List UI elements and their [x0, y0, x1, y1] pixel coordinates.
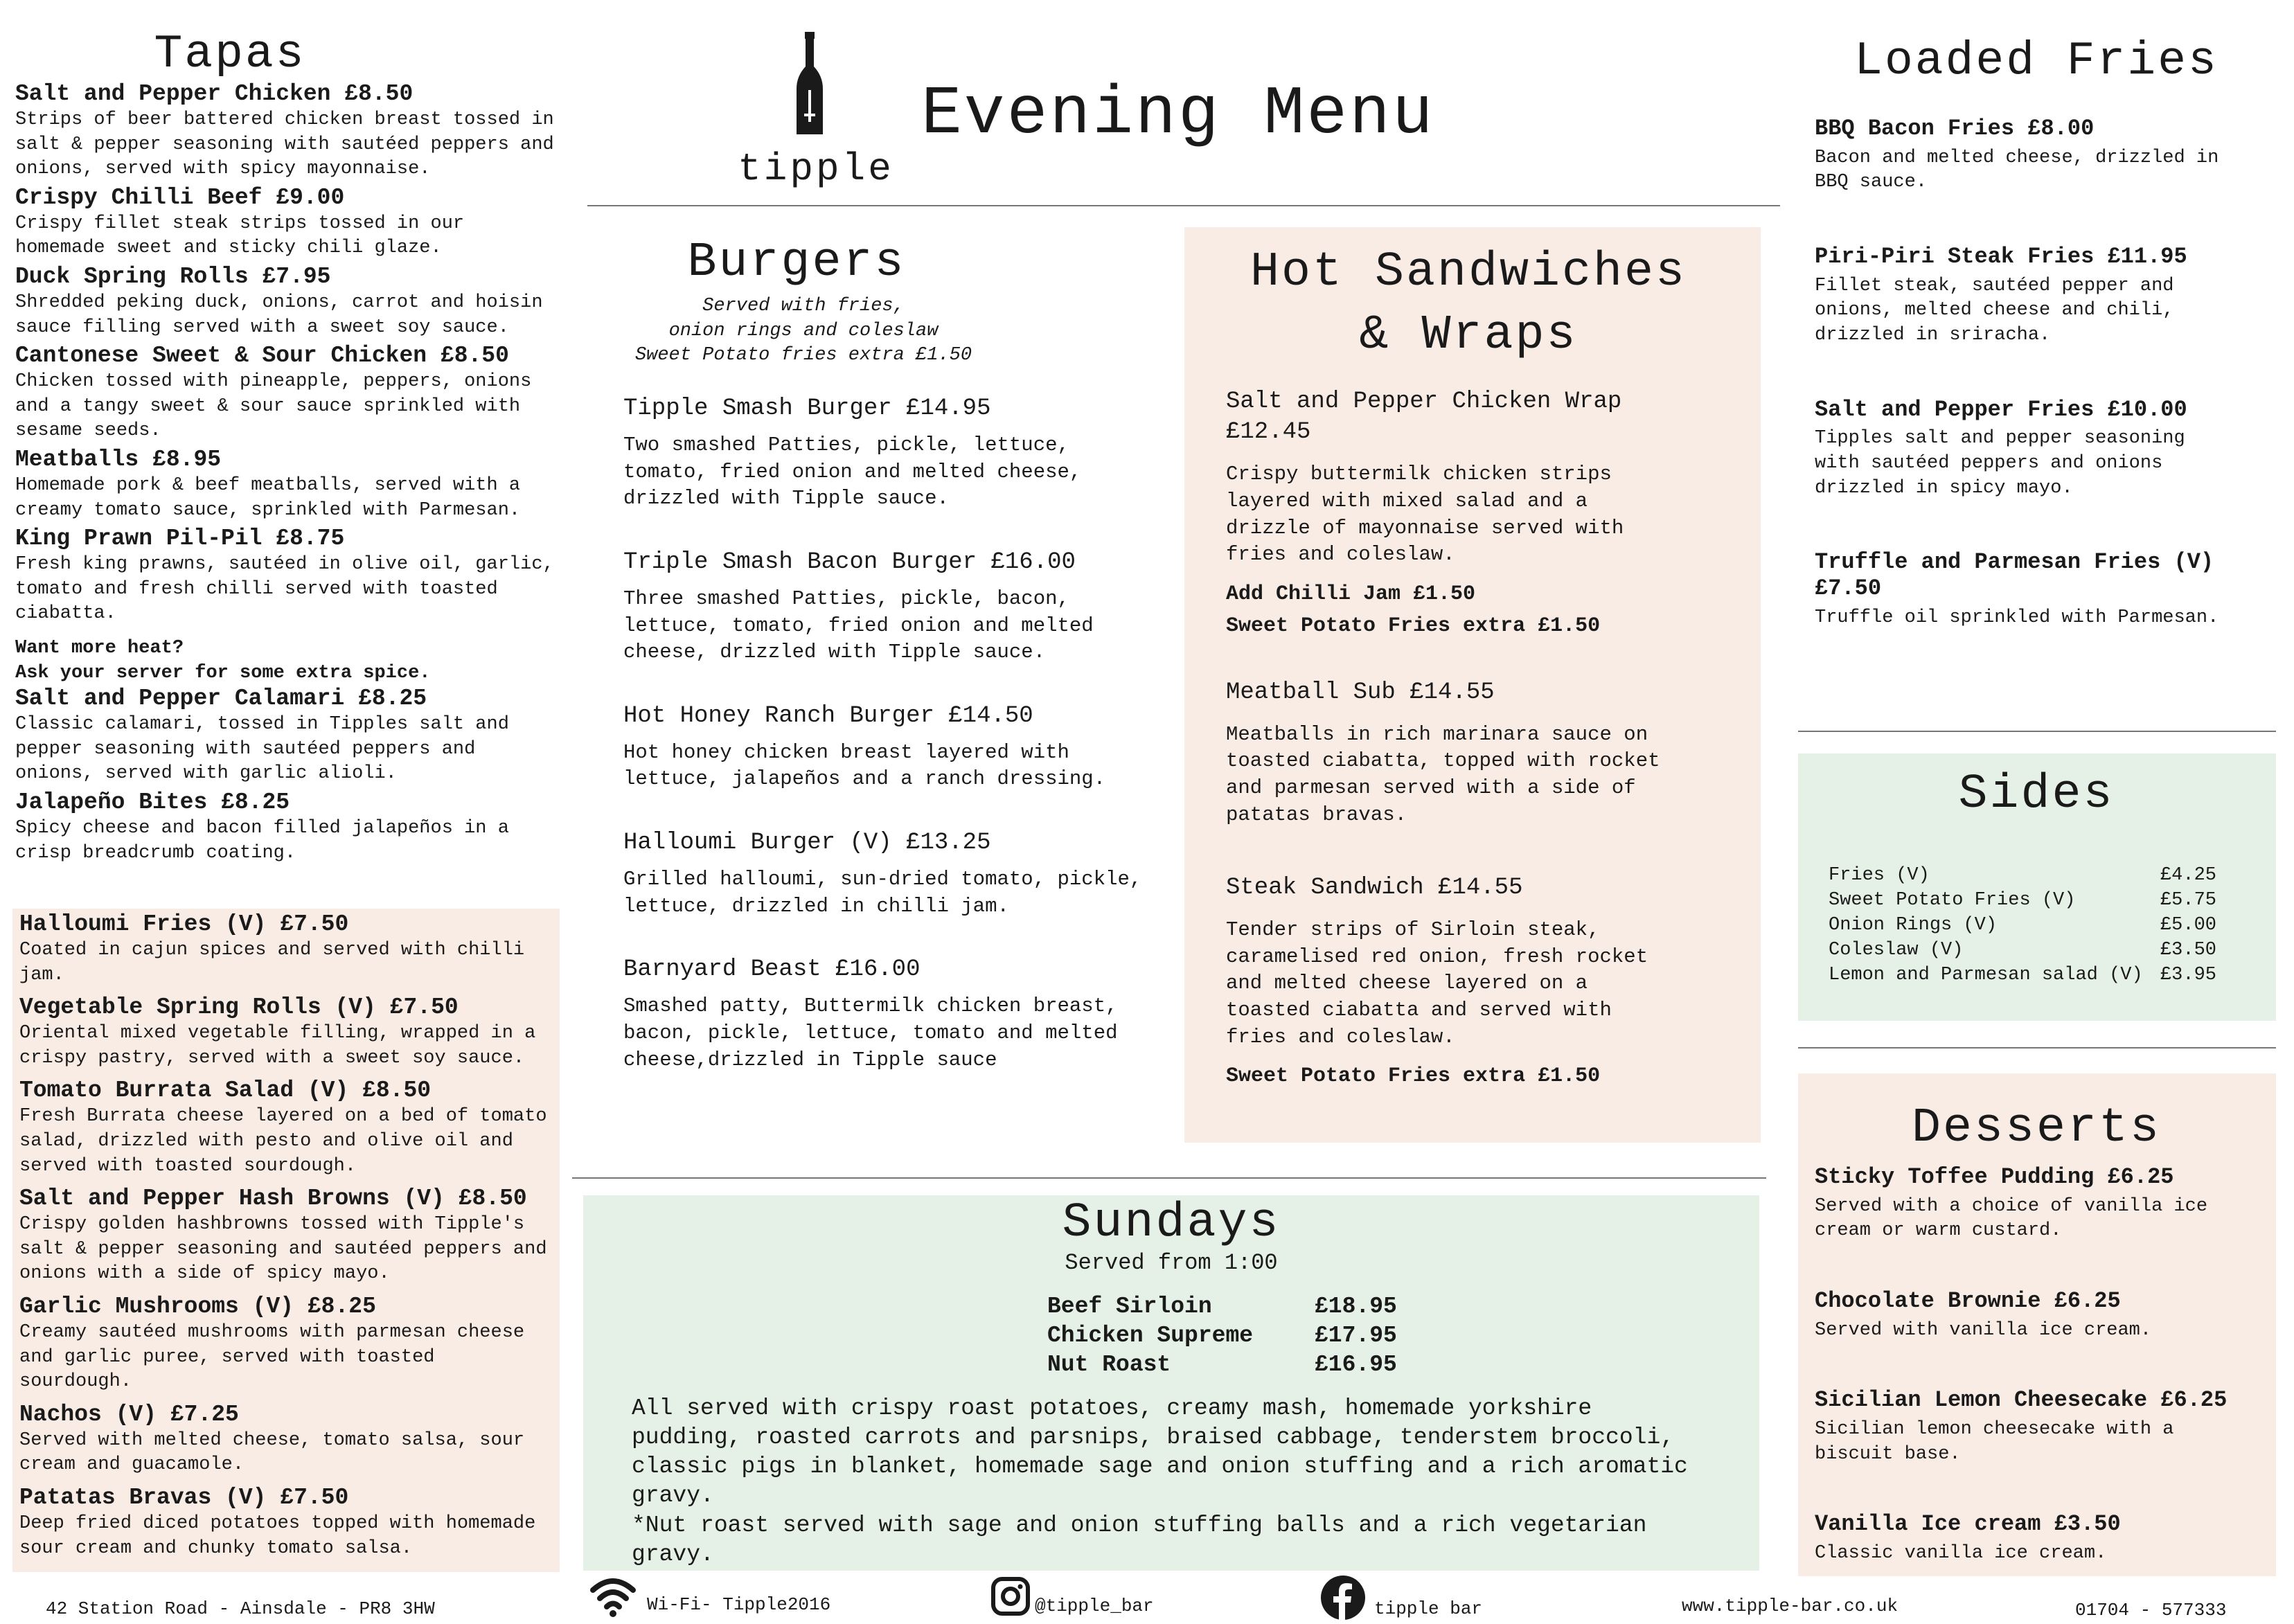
loaded-fries-section	[1815, 35, 2272, 630]
footer-website[interactable]: www.tipple-bar.co.uk	[1682, 1596, 1899, 1616]
side-row	[1829, 913, 2216, 938]
dessert-item-title: Chocolate Brownie £6.25	[1815, 1288, 2121, 1314]
tapas-list-2	[15, 686, 560, 866]
burgers-note-1: Served with fries,	[702, 296, 905, 316]
tapas-item-desc: Fresh king prawns, sautéed in olive oil, garlic, tomato and fresh chilli served with toasted ciabatta.	[15, 554, 554, 625]
footer-phone: 01704 - 577333	[2075, 1600, 2227, 1621]
burger-item-desc: Two smashed Patties, pickle, lettuce, tomato, fried onion and melted cheese, drizzled with Tipple sauce.	[623, 434, 1082, 510]
veg-tapas-item-desc: Served with melted cheese, tomato salsa, sour cream and guacamole.	[19, 1429, 525, 1476]
loaded-fries-item-desc: Truffle oil sprinkled with Parmesan.	[1815, 607, 2219, 628]
tapas-list	[15, 81, 560, 627]
sundays-note: *Nut roast served with sage and onion stuffing balls and a rich vegetarian gravy.	[632, 1512, 1647, 1567]
side-name: Onion Rings (V)	[1829, 914, 1998, 936]
burgers-note	[610, 294, 997, 368]
veg-tapas-item-desc: Coated in cajun spices and served with chilli jam.	[19, 939, 525, 985]
burger-item-desc: Hot honey chicken breast layered with lettuce, jalapeños and a ranch dressing.	[623, 740, 1106, 791]
dessert-item-title: Sicilian Lemon Cheesecake £6.25	[1815, 1387, 2228, 1413]
tapas-item-title: Salt and Pepper Calamari £8.25	[15, 686, 427, 712]
wrap-add-chilli-jam: Add Chilli Jam £1.50	[1226, 582, 1476, 606]
page-title: Evening Menu	[921, 76, 1435, 153]
sunday-roast-row	[1047, 1350, 1711, 1380]
veg-tapas-item	[19, 1186, 553, 1287]
facebook-icon	[1320, 1575, 1366, 1621]
veg-tapas-item-title: Halloumi Fries (V) £7.50	[19, 911, 349, 937]
veg-tapas-item-title: Nachos (V) £7.25	[19, 1401, 239, 1427]
sunday-roasts	[1047, 1292, 1711, 1380]
side-name: Lemon and Parmesan salad (V)	[1829, 964, 2143, 985]
sunday-roast-price: £17.95	[1315, 1323, 1397, 1349]
tapas-veg-panel	[12, 909, 560, 1572]
meatball-sub-title: Meatball Sub £14.55	[1226, 679, 1495, 706]
tapas-item-desc: Chicken tossed with pineapple, peppers, onions and a tangy sweet & sour sauce sprinkled with sesame seeds.	[15, 371, 532, 442]
loaded-fries-item-title: Salt and Pepper Fries £10.00	[1815, 396, 2187, 422]
sandwiches-panel	[1184, 227, 1761, 1143]
dessert-item	[1815, 1164, 2259, 1244]
loaded-fries-item-title: BBQ Bacon Fries £8.00	[1815, 116, 2095, 141]
dessert-item	[1815, 1387, 2259, 1467]
burger-item-title: Triple Smash Bacon Burger £16.00	[623, 548, 1076, 575]
veg-tapas-item	[19, 994, 553, 1071]
desserts-heading: Desserts	[1911, 1101, 2162, 1156]
loaded-fries-item-desc: Tipples salt and pepper seasoning with sautéed peppers and onions drizzled in spicy mayo.	[1815, 428, 2185, 499]
tapas-item-desc: Spicy cheese and bacon filled jalapeños in a crisp breadcrumb coating.	[15, 818, 509, 864]
tapas-item	[15, 81, 560, 182]
dessert-item-desc: Sicilian lemon cheesecake with a biscuit base.	[1815, 1419, 2174, 1465]
tapas-item-title: Jalapeño Bites £8.25	[15, 789, 290, 816]
burger-item-title: Tipple Smash Burger £14.95	[623, 395, 991, 422]
veg-tapas-item-desc: Deep fried diced potatoes topped with homemade sour cream and chunky tomato salsa.	[19, 1513, 536, 1559]
wifi-icon	[590, 1576, 636, 1618]
sides-list	[1829, 864, 2216, 988]
sundays-heading: Sundays	[1062, 1196, 1281, 1251]
side-row	[1829, 889, 2216, 913]
burger-item-title: Barnyard Beast £16.00	[623, 956, 921, 983]
side-row	[1829, 864, 2216, 889]
veg-tapas-item-title: Salt and Pepper Hash Browns (V) £8.50	[19, 1186, 527, 1212]
tapas-item-desc: Classic calamari, tossed in Tipples salt and pepper seasoning with sautéed peppers and onions, served with garlic alioli.	[15, 714, 509, 785]
dessert-list	[1815, 1164, 2259, 1567]
burgers-note-2: onion rings and coleslaw	[668, 320, 939, 341]
tapas-item	[15, 264, 560, 340]
tapas-item-title: Duck Spring Rolls £7.95	[15, 264, 331, 289]
wrap-desc: Crispy buttermilk chicken strips layered with mixed salad and a drizzle of mayonnaise served with fries and coleslaw.	[1226, 463, 1624, 566]
dessert-item-title: Sticky Toffee Pudding £6.25	[1815, 1164, 2174, 1190]
tapas-item-desc: Homemade pork & beef meatballs, served with a creamy tomato sauce, sprinkled with Parmesan.	[15, 474, 521, 521]
sunday-roast-name: Beef Sirloin	[1047, 1294, 1212, 1319]
veg-tapas-item-title: Garlic Mushrooms (V) £8.25	[19, 1294, 376, 1319]
veg-tapas-item	[19, 1294, 553, 1395]
steak-add-sweet-potato: Sweet Potato Fries extra £1.50	[1226, 1064, 1601, 1089]
burger-item-desc: Three smashed Patties, pickle, bacon, lettuce, tomato, fried onion and melted cheese, drizzled with Tipple sauce.	[623, 587, 1094, 664]
burger-item	[623, 393, 1164, 512]
sunday-roast-row	[1047, 1321, 1711, 1350]
brand-name: tipple	[738, 147, 894, 191]
sunday-roast-price: £16.95	[1315, 1352, 1397, 1378]
wrap-add-sweet-potato: Sweet Potato Fries extra £1.50	[1226, 614, 1601, 639]
side-price: £3.95	[2160, 964, 2216, 985]
heat-note: Want more heat? Ask your server for some extra spice.	[15, 638, 431, 684]
side-price: £5.75	[2160, 889, 2216, 911]
side-name: Fries (V)	[1829, 865, 1930, 886]
sides-heading: Sides	[1958, 767, 2115, 822]
burger-item	[623, 701, 1164, 793]
loaded-fries-list	[1815, 116, 2272, 630]
veg-tapas-item-title: Patatas Bravas (V) £7.50	[19, 1485, 349, 1510]
tapas-item-title: King Prawn Pil-Pil £8.75	[15, 526, 345, 552]
tapas-item-title: Crispy Chilli Beef £9.00	[15, 184, 345, 211]
loaded-fries-item	[1815, 116, 2272, 195]
loaded-fries-item	[1815, 244, 2272, 348]
sandwiches-heading	[1226, 241, 1711, 367]
sundays-desc: All served with crispy roast potatoes, creamy mash, homemade yorkshire pudding, roasted carrots and parsnips, braised cabbage, tenderstem broccoli, classic pigs in blanket, homemade sage and onion stuffing and a rich aromatic gravy.	[632, 1395, 1688, 1509]
tapas-item-title: Cantonese Sweet & Sour Chicken £8.50	[15, 343, 509, 369]
footer-instagram[interactable]: @tipple_bar	[1035, 1596, 1154, 1616]
burger-list	[610, 393, 1164, 1073]
tapas-item-title: Meatballs £8.95	[15, 447, 222, 472]
loaded-fries-item-desc: Fillet steak, sautéed pepper and onions, melted cheese and chili, drizzled in sriracha.	[1815, 275, 2174, 346]
side-row	[1829, 938, 2216, 963]
burgers-section	[610, 235, 1164, 1073]
sunday-roast-price: £18.95	[1315, 1294, 1397, 1319]
tapas-item	[15, 789, 560, 866]
sandwiches-heading-1: Hot Sandwiches	[1250, 245, 1687, 300]
dessert-item-desc: Served with a choice of vanilla ice cream or warm custard.	[1815, 1195, 2208, 1242]
sides-divider	[1798, 731, 2276, 732]
footer-address: 42 Station Road - Ainsdale - PR8 3HW	[46, 1598, 435, 1619]
tapas-item-desc: Shredded peking duck, onions, carrot and hoisin sauce filling served with a sweet soy sauce.	[15, 292, 543, 338]
side-price: £3.50	[2160, 939, 2216, 961]
sunday-roast-name: Chicken Supreme	[1047, 1323, 1254, 1349]
tapas-item	[15, 526, 560, 627]
sunday-roast-row	[1047, 1292, 1711, 1321]
sandwiches-heading-2: & Wraps	[1359, 308, 1578, 363]
veg-tapas-item-desc: Oriental mixed vegetable filling, wrapped in a crispy pastry, served with a sweet soy sauce.	[19, 1023, 536, 1069]
veg-tapas-item	[19, 1485, 553, 1561]
tapas-item	[15, 343, 560, 444]
veg-tapas-item	[19, 1402, 553, 1478]
tapas-item	[15, 447, 560, 523]
veg-tapas-item-title: Vegetable Spring Rolls (V) £7.50	[19, 994, 459, 1021]
header-divider	[587, 205, 1780, 206]
veg-tapas-item	[19, 1078, 553, 1179]
steak-sandwich-desc: Tender strips of Sirloin steak, caramelised red onion, fresh rocket and melted cheese layered on a toasted ciabatta and served with fries and coleslaw.	[1226, 918, 1648, 1049]
veg-tapas-item	[19, 911, 553, 988]
tapas-section	[15, 28, 560, 866]
steak-sandwich-title: Steak Sandwich £14.55	[1226, 875, 1523, 902]
burger-item	[623, 547, 1164, 666]
meatball-sub-desc: Meatballs in rich marinara sauce on toasted ciabatta, topped with rocket and parmesan served with a side of patatas bravas.	[1226, 722, 1660, 826]
burger-item-title: Halloumi Burger (V) £13.25	[623, 829, 991, 856]
burger-item	[623, 828, 1164, 920]
burgers-note-3: Sweet Potato fries extra £1.50	[634, 345, 972, 366]
sundays-subheading: Served from 1:00	[1065, 1250, 1278, 1276]
dessert-item	[1815, 1511, 2259, 1566]
bottle-logo-icon	[795, 32, 824, 134]
loaded-fries-item	[1815, 549, 2272, 630]
tapas-item-title: Salt and Pepper Chicken £8.50	[15, 81, 414, 107]
loaded-fries-item	[1815, 397, 2272, 501]
wrap-title: Salt and Pepper Chicken Wrap £12.45	[1226, 389, 1622, 446]
veg-tapas-item-title: Tomato Burrata Salad (V) £8.50	[19, 1078, 432, 1104]
tapas-item	[15, 686, 560, 787]
tapas-heading: Tapas	[154, 28, 306, 81]
burger-item-title: Hot Honey Ranch Burger £14.50	[623, 702, 1033, 729]
tapas-item-desc: Strips of beer battered chicken breast tossed in salt & pepper seasoning with sautéed peppers and onions, served with spicy mayonnaise.	[15, 109, 554, 180]
desserts-divider	[1798, 1047, 2276, 1049]
sundays-divider	[572, 1177, 1766, 1179]
burger-item-desc: Smashed patty, Buttermilk chicken breast, bacon, pickle, lettuce, tomato and melted cheese,drizzled in Tipple sauce	[623, 994, 1118, 1071]
loaded-fries-item-title: Truffle and Parmesan Fries (V) £7.50	[1815, 549, 2214, 601]
instagram-icon	[990, 1576, 1031, 1616]
loaded-fries-item-title: Piri-Piri Steak Fries £11.95	[1815, 244, 2187, 269]
dessert-item	[1815, 1288, 2259, 1343]
side-price: £5.00	[2160, 914, 2216, 936]
sides-panel	[1798, 753, 2276, 1021]
dessert-item-title: Vanilla Ice cream £3.50	[1815, 1511, 2121, 1537]
veg-tapas-item-desc: Crispy golden hashbrowns tossed with Tipple's salt & pepper seasoning and sautéed peppers and onions with a side of spicy mayo.	[19, 1214, 547, 1285]
loaded-fries-item-desc: Bacon and melted cheese, drizzled in BBQ sauce.	[1815, 147, 2219, 193]
sundays-panel	[583, 1195, 1759, 1571]
sunday-roast-name: Nut Roast	[1047, 1352, 1171, 1378]
veg-tapas-item-desc: Creamy sautéed mushrooms with parmesan cheese and garlic puree, served with toasted sourdough.	[19, 1321, 525, 1393]
burger-item-desc: Grilled halloumi, sun-dried tomato, pickle, lettuce, drizzled in chilli jam.	[623, 868, 1142, 918]
side-name: Coleslaw (V)	[1829, 939, 1964, 961]
footer-facebook[interactable]: tipple bar	[1374, 1598, 1483, 1619]
burgers-heading: Burgers	[687, 235, 906, 290]
loaded-fries-heading: Loaded Fries	[1854, 35, 2219, 88]
side-row	[1829, 963, 2216, 988]
side-name: Sweet Potato Fries (V)	[1829, 889, 2076, 911]
side-price: £4.25	[2160, 865, 2216, 886]
veg-tapas-item-desc: Fresh Burrata cheese layered on a bed of tomato salad, drizzled with pesto and olive oil and served with toasted sourdough.	[19, 1106, 547, 1177]
footer-wifi: Wi-Fi- Tipple2016	[647, 1594, 831, 1615]
desserts-panel	[1798, 1073, 2276, 1576]
dessert-item-desc: Served with vanilla ice cream.	[1815, 1319, 2152, 1341]
burger-item	[623, 954, 1164, 1073]
tapas-item-desc: Crispy fillet steak strips tossed in our homemade sweet and sticky chili glaze.	[15, 213, 465, 259]
dessert-item-desc: Classic vanilla ice cream.	[1815, 1543, 2107, 1564]
tapas-item	[15, 185, 560, 261]
